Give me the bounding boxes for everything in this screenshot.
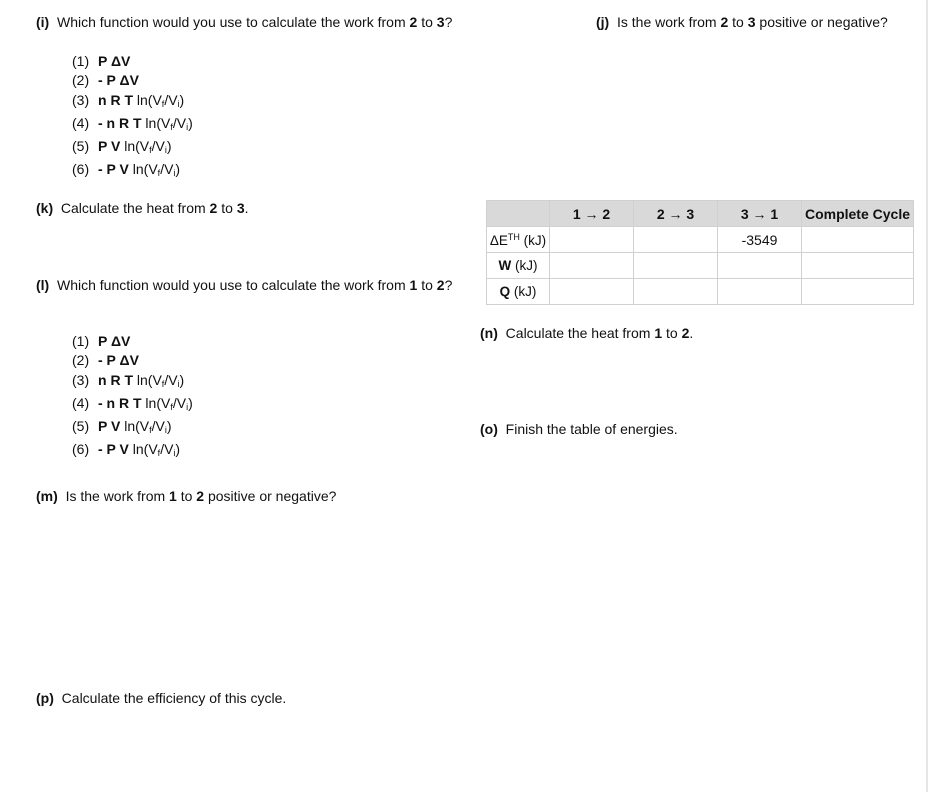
- question-p: [36, 689, 286, 708]
- option-number: (3): [72, 91, 90, 108]
- options-list-i: [72, 52, 193, 184]
- question-text: to: [217, 200, 237, 216]
- question-text: Finish the table of energies.: [505, 421, 678, 437]
- option-number: (4): [72, 114, 90, 131]
- question-text: Calculate the heat from: [505, 325, 655, 341]
- state-number: 2: [196, 488, 205, 504]
- option-number: (4): [72, 394, 90, 411]
- option-slash: /V: [172, 394, 187, 411]
- subscript: f: [149, 145, 152, 156]
- option-number: (6): [72, 441, 90, 458]
- question-j-label: (j): [596, 14, 610, 30]
- option-slash: /V: [164, 91, 178, 108]
- table-cell[interactable]: [802, 227, 914, 253]
- option-2: [72, 71, 193, 90]
- table-cell[interactable]: [718, 253, 802, 279]
- question-n-label: (n): [480, 325, 498, 341]
- option-close: ): [175, 161, 181, 178]
- option-formula: - P ΔV: [98, 352, 139, 369]
- question-l-label: (l): [36, 277, 50, 293]
- option-close: ): [179, 371, 185, 388]
- option-number: (5): [72, 418, 90, 435]
- option-log: ln(V: [120, 418, 150, 435]
- option-log: ln(V: [120, 138, 150, 155]
- option-close: ): [166, 418, 172, 435]
- question-m-label: (m): [36, 488, 58, 504]
- question-text: Calculate the heat from: [60, 200, 210, 216]
- table-header-cell: Complete Cycle: [802, 201, 914, 227]
- question-text: to: [417, 14, 437, 30]
- option-formula: P V: [98, 418, 121, 435]
- option-5: [72, 137, 193, 160]
- subscript: i: [177, 98, 180, 109]
- question-text: Calculate the efficiency of this cycle.: [61, 690, 287, 706]
- state-number: 3: [747, 14, 756, 30]
- row-label-main: ΔE: [489, 232, 508, 248]
- row-label: [487, 279, 550, 305]
- question-p-label: (p): [36, 690, 54, 706]
- option-1: [72, 52, 193, 71]
- table-row: [487, 279, 914, 305]
- row-label: [487, 253, 550, 279]
- option-4: [72, 114, 193, 137]
- option-log: ln(V: [128, 441, 158, 458]
- option-formula: P ΔV: [98, 333, 131, 349]
- row-label-unit: (kJ): [510, 284, 537, 299]
- row-label: [487, 227, 550, 253]
- question-text: Is the work from: [617, 14, 721, 30]
- option-6: [72, 440, 193, 463]
- option-formula: - n R T: [98, 114, 142, 131]
- question-text: ?: [444, 14, 453, 30]
- table-cell[interactable]: [634, 253, 718, 279]
- table-header-cell: 3 → 1: [718, 201, 802, 227]
- question-o-label: (o): [480, 421, 498, 437]
- table-header-cell: 2 → 3: [634, 201, 718, 227]
- state-number: 2: [681, 325, 690, 341]
- row-label-sup: TH: [507, 231, 520, 242]
- option-slash: /V: [172, 114, 187, 131]
- table-cell[interactable]: [634, 279, 718, 305]
- row-label-main: W: [498, 258, 512, 273]
- question-l: [36, 276, 466, 295]
- option-log: ln(V: [128, 161, 158, 178]
- option-slash: /V: [151, 138, 165, 155]
- state-number: 2: [436, 277, 445, 293]
- option-number: (1): [72, 333, 90, 349]
- question-k: [36, 199, 249, 218]
- option-formula: - P V: [98, 441, 129, 458]
- option-number: (3): [72, 371, 90, 388]
- subscript: f: [157, 448, 161, 459]
- state-number: 1: [409, 277, 418, 293]
- question-text: .: [244, 200, 249, 216]
- state-number: 1: [169, 488, 177, 504]
- state-number: 3: [436, 14, 445, 30]
- question-i-text: Which function would you use to calculate the work from: [57, 14, 410, 30]
- state-number: 2: [409, 14, 418, 30]
- option-6: [72, 160, 193, 183]
- subscript: i: [173, 168, 176, 179]
- subscript: i: [186, 401, 189, 412]
- table-header-cell: 1 → 2: [550, 201, 634, 227]
- option-1: [72, 332, 193, 351]
- state-number: 1: [654, 325, 663, 341]
- state-number: 2: [720, 14, 729, 30]
- question-n: [480, 324, 693, 343]
- option-log: ln(V: [133, 371, 162, 388]
- table-cell[interactable]: [550, 279, 634, 305]
- question-text: positive or negative?: [204, 488, 337, 504]
- option-formula: P V: [98, 138, 121, 155]
- option-slash: /V: [151, 418, 165, 435]
- option-log: ln(V: [133, 91, 162, 108]
- subscript: i: [177, 378, 180, 389]
- option-log: ln(V: [141, 114, 171, 131]
- option-number: (2): [72, 72, 90, 89]
- question-i: [36, 13, 452, 32]
- table-header-row: [487, 201, 914, 227]
- option-2: [72, 351, 193, 370]
- table-row: [487, 227, 914, 253]
- question-m: [36, 487, 336, 506]
- option-close: ): [179, 91, 185, 108]
- option-formula: P ΔV: [98, 53, 131, 69]
- question-o: [480, 420, 678, 439]
- question-text: to: [417, 277, 437, 293]
- question-text: .: [689, 325, 694, 341]
- table-cell[interactable]: -3549: [718, 227, 802, 253]
- table-row: [487, 253, 914, 279]
- subscript: i: [186, 121, 189, 132]
- option-slash: /V: [164, 371, 178, 388]
- question-text: to: [728, 14, 748, 30]
- question-text: to: [176, 488, 197, 504]
- question-text: to: [662, 325, 682, 341]
- subscript: f: [170, 121, 173, 132]
- option-number: (5): [72, 138, 90, 155]
- table-cell[interactable]: [802, 279, 914, 305]
- question-text: ?: [444, 277, 453, 293]
- question-text: positive or negative?: [755, 14, 888, 30]
- row-label-unit: (kJ): [519, 232, 547, 248]
- table-cell[interactable]: [634, 227, 718, 253]
- subscript: i: [164, 425, 167, 436]
- question-text: Which function would you use to calculate the work from: [57, 277, 410, 293]
- option-formula: - P V: [98, 161, 129, 178]
- option-3: [72, 91, 193, 114]
- option-3: [72, 371, 193, 394]
- option-slash: /V: [160, 161, 174, 178]
- subscript: f: [170, 401, 173, 412]
- option-formula: n R T: [98, 91, 133, 108]
- state-number: 2: [209, 200, 218, 216]
- subscript: f: [157, 168, 161, 179]
- table-cell[interactable]: [718, 279, 802, 305]
- option-5: [72, 417, 193, 440]
- option-log: ln(V: [141, 394, 171, 411]
- table-cell[interactable]: [802, 253, 914, 279]
- option-close: ): [166, 138, 172, 155]
- option-number: (6): [72, 161, 90, 178]
- option-formula: n R T: [98, 371, 133, 388]
- table-cell[interactable]: [550, 253, 634, 279]
- option-4: [72, 394, 193, 417]
- options-list-l: [72, 332, 193, 464]
- option-close: ): [188, 114, 193, 131]
- question-j: [596, 13, 888, 32]
- subscript: f: [161, 98, 165, 109]
- option-close: ): [188, 394, 193, 411]
- state-number: 3: [236, 200, 245, 216]
- option-close: ): [175, 441, 181, 458]
- option-formula: - n R T: [98, 394, 142, 411]
- option-number: (2): [72, 352, 90, 369]
- question-text: Is the work from: [65, 488, 170, 504]
- option-number: (1): [72, 53, 90, 69]
- option-formula: - P ΔV: [98, 72, 139, 89]
- subscript: f: [161, 378, 165, 389]
- table-cell[interactable]: [550, 227, 634, 253]
- table-header-cell: [487, 201, 550, 227]
- question-k-label: (k): [36, 200, 54, 216]
- subscript: i: [164, 145, 167, 156]
- subscript: f: [149, 425, 152, 436]
- subscript: i: [173, 448, 176, 459]
- question-i-label: (i): [36, 14, 50, 30]
- option-slash: /V: [160, 441, 174, 458]
- energy-table: [486, 200, 914, 305]
- row-label-unit: (kJ): [511, 258, 538, 273]
- row-label-main: Q: [499, 284, 511, 299]
